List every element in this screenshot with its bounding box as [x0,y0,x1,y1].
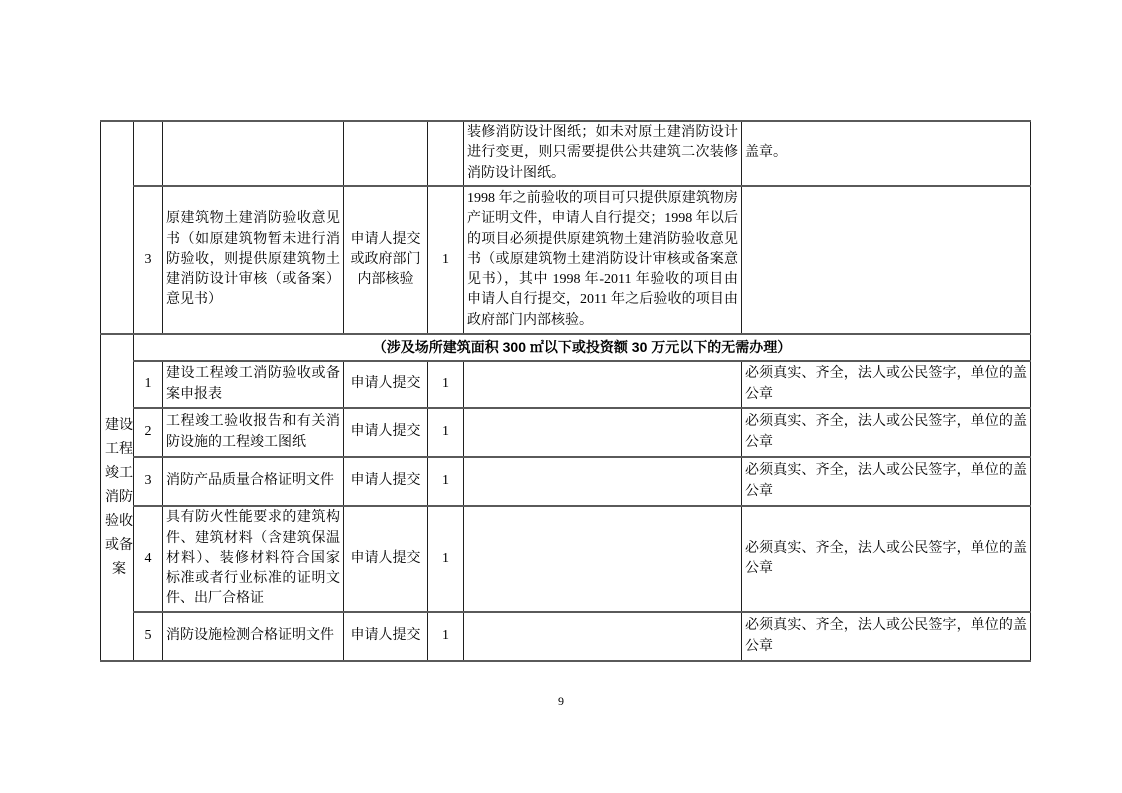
description-cell: 装修消防设计图纸；如未对原土建消防设计进行变更，则只需要提供公共建筑二次装修消防设计图纸。 [464,121,742,186]
requirements-table [100,120,1031,662]
description-cell [464,612,742,661]
table-row [101,408,1031,457]
row-number-cell: 3 [134,186,163,334]
description-cell [464,457,742,506]
page-number: 9 [558,694,564,708]
description-cell: 1998 年之前验收的项目可只提供原建筑物房产证明文件，申请人自行提交；1998 年以后的项目必须提供原建筑物土建消防验收意见书（或原建筑物土建消防设计审核或备案意见书），其中 1998 年-2011 年验收的项目由申请人自行提交，2011 年之后验收的项目由政府部门内部核验。 [464,186,742,334]
remark-cell [742,186,1031,334]
copies-cell: 1 [428,612,464,661]
table-row [101,361,1031,408]
row-number-cell [134,121,163,186]
table-row [101,612,1031,661]
submitter-cell: 申请人提交 [344,361,428,408]
table-row [101,334,1031,361]
submitter-cell: 申请人提交 [344,457,428,506]
copies-cell [428,121,464,186]
submitter-cell: 申请人提交 [344,612,428,661]
submitter-cell: 申请人提交 [344,506,428,612]
section-banner: （涉及场所建筑面积 300 ㎡以下或投资额 30 万元以下的无需办理） [134,334,1031,361]
copies-cell: 1 [428,408,464,457]
row-number-cell: 4 [134,506,163,612]
submitter-cell [344,121,428,186]
category-cell [101,334,134,661]
item-name-cell: 建设工程竣工消防验收或备案申报表 [163,361,344,408]
copies-cell: 1 [428,186,464,334]
item-name-cell: 消防设施检测合格证明文件 [163,612,344,661]
description-cell [464,361,742,408]
category-cell-empty [101,121,134,334]
remark-cell: 必须真实、齐全，法人或公民签字，单位的盖公章 [742,612,1031,661]
category-label: 建设工程竣工消防验收或备案 [105,417,133,577]
item-name-cell: 原建筑物土建消防验收意见书（如原建筑物暂未进行消防验收，则提供原建筑物土建消防设计审核（或备案）意见书） [163,186,344,334]
item-name-cell: 工程竣工验收报告和有关消防设施的工程竣工图纸 [163,408,344,457]
description-cell [464,506,742,612]
remark-cell: 必须真实、齐全，法人或公民签字，单位的盖公章 [742,457,1031,506]
table-row [101,121,1031,186]
copies-cell: 1 [428,361,464,408]
row-number-cell: 1 [134,361,163,408]
submitter-cell: 申请人提交 [344,408,428,457]
item-name-cell [163,121,344,186]
row-number-cell: 3 [134,457,163,506]
submitter-cell: 申请人提交或政府部门内部核验 [344,186,428,334]
item-name-cell: 具有防火性能要求的建筑构件、建筑材料（含建筑保温材料）、装修材料符合国家标准或者行业标准的证明文件、出厂合格证 [163,506,344,612]
remark-cell: 盖章。 [742,121,1031,186]
table-row [101,506,1031,612]
row-number-cell: 2 [134,408,163,457]
row-number-cell: 5 [134,612,163,661]
item-name-cell: 消防产品质量合格证明文件 [163,457,344,506]
copies-cell: 1 [428,457,464,506]
remark-cell: 必须真实、齐全，法人或公民签字，单位的盖公章 [742,506,1031,612]
table-row [101,186,1031,334]
remark-cell: 必须真实、齐全，法人或公民签字，单位的盖公章 [742,408,1031,457]
remark-cell: 必须真实、齐全，法人或公民签字，单位的盖公章 [742,361,1031,408]
description-cell [464,408,742,457]
copies-cell: 1 [428,506,464,612]
table-row [101,457,1031,506]
